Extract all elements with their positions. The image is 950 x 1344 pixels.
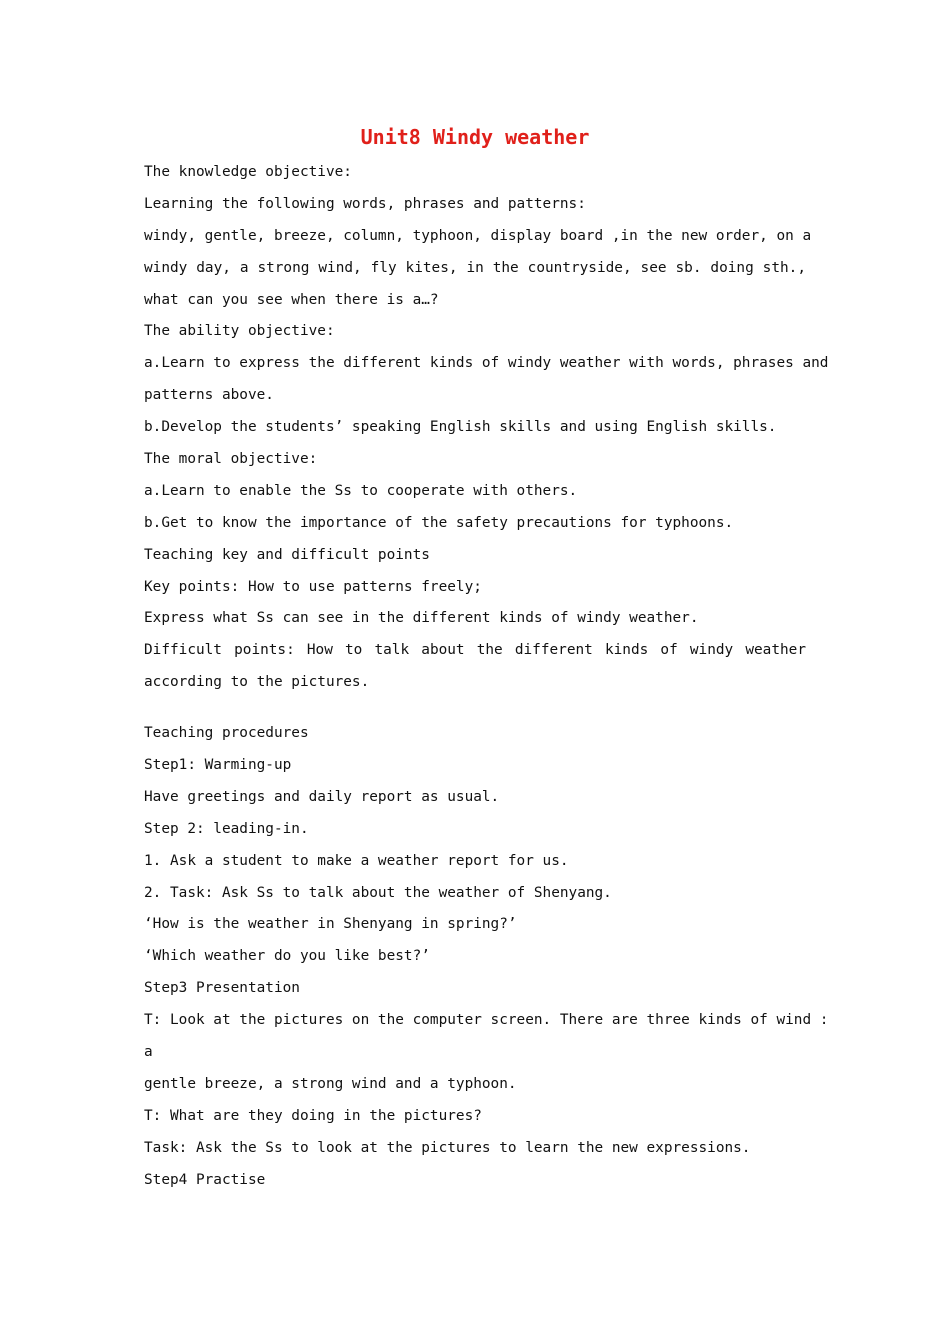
text-line: Key points: How to use patterns freely; xyxy=(144,578,482,595)
text-line: gentle breeze, a strong wind and a typhoon. xyxy=(144,1075,517,1092)
text-line: according to the pictures. xyxy=(144,674,370,691)
document-body xyxy=(144,157,829,1197)
text-line: Have greetings and daily report as usual. xyxy=(144,788,500,805)
step-heading: Step3 Presentation xyxy=(144,980,300,997)
text-line: patterns above. xyxy=(144,387,274,404)
step-heading: Step 2: leading-in. xyxy=(144,820,309,837)
heading-key-points: Teaching key and difficult points xyxy=(144,546,430,563)
text-line: Express what Ss can see in the different kinds of windy weather. xyxy=(144,610,699,627)
text-line: a xyxy=(144,1044,153,1061)
document-title: Unit8 Windy weather xyxy=(360,125,590,149)
heading-knowledge-objective: The knowledge objective: xyxy=(144,164,352,180)
text-line: what can you see when there is a…? xyxy=(144,291,439,308)
text-line: a.Learn to express the different kinds of windy weather with words, phrases and xyxy=(144,355,829,372)
heading-moral-objective: The moral objective: xyxy=(144,451,318,468)
text-line: b.Get to know the importance of the safety precautions for typhoons. xyxy=(144,514,734,531)
text-line: windy day, a strong wind, fly kites, in the countryside, see sb. doing sth., xyxy=(144,259,806,276)
text-line: a.Learn to enable the Ss to cooperate with others. xyxy=(144,482,578,499)
text-line: Task: Ask the Ss to look at the pictures to learn the new expressions. xyxy=(144,1139,751,1156)
text-line: windy, gentle, breeze, column, typhoon, display board ,in the new order, on a xyxy=(144,227,812,244)
paragraph-gap xyxy=(144,699,806,718)
text-line: ‘Which weather do you like best?’ xyxy=(144,948,430,965)
text-line: Difficult points: How to talk about the different kinds of windy weather xyxy=(144,642,806,659)
text-line: 1. Ask a student to make a weather report for us. xyxy=(144,852,569,869)
text-line: ‘How is the weather in Shenyang in spring?’ xyxy=(144,916,517,933)
step-heading: Step1: Warming-up xyxy=(144,757,292,774)
text-line: 2. Task: Ask Ss to talk about the weather of Shenyang. xyxy=(144,884,612,901)
heading-teaching-procedures: Teaching procedures xyxy=(144,725,309,742)
step-heading: Step4 Practise xyxy=(144,1171,266,1188)
text-line: b.Develop the students’ speaking English skills and using English skills. xyxy=(144,419,777,436)
heading-ability-objective: The ability objective: xyxy=(144,323,335,340)
text-line: Learning the following words, phrases and patterns: xyxy=(144,195,586,212)
text-line: T: What are they doing in the pictures? xyxy=(144,1107,482,1124)
text-line: T: Look at the pictures on the computer screen. There are three kinds of wind : xyxy=(144,1012,829,1029)
